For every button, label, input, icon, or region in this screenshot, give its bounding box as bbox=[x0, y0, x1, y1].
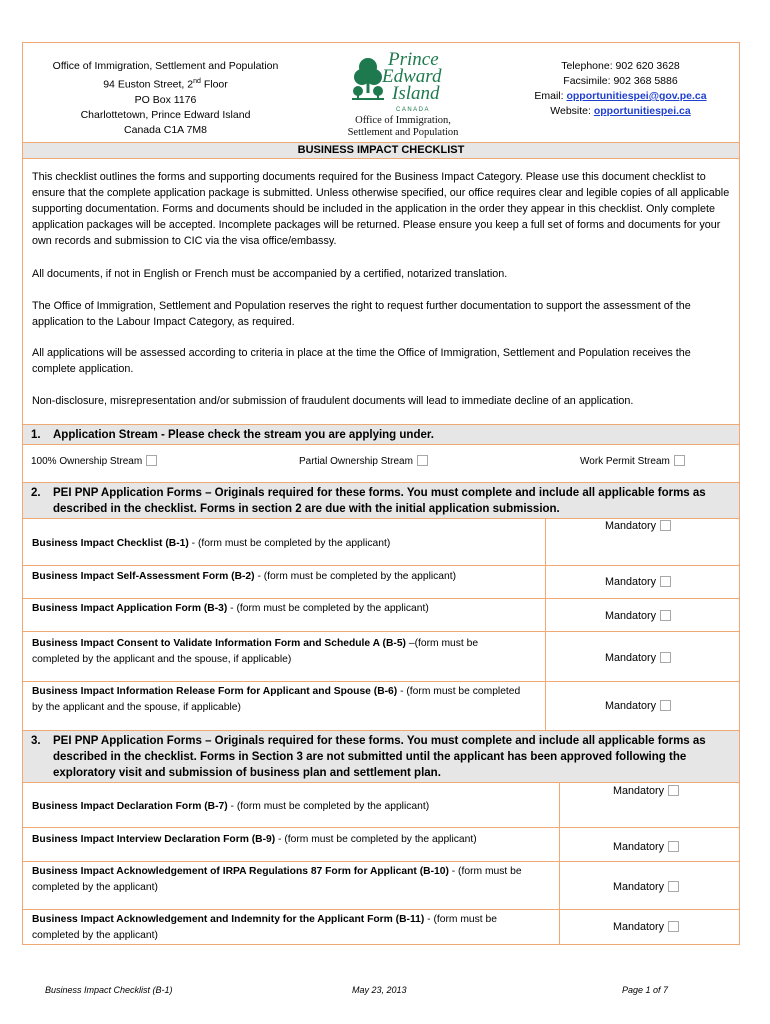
mandatory-b5[interactable]: Mandatory bbox=[605, 652, 671, 664]
mandatory-b3[interactable]: Mandatory bbox=[605, 610, 671, 622]
checklist-frame bbox=[22, 42, 740, 945]
form-item-b2: Business Impact Self-Assessment Form (B-2) - (form must be completed by the applicant) bbox=[32, 571, 457, 582]
mandatory-b11[interactable]: Mandatory bbox=[613, 921, 679, 933]
row-divider bbox=[23, 681, 739, 682]
checkbox[interactable] bbox=[668, 785, 679, 796]
checkbox[interactable] bbox=[660, 700, 671, 711]
form-item-b10: Business Impact Acknowledgement of IRPA Regulations 87 Form for Applicant (B-10) - (form must be completed by the applicant) bbox=[32, 866, 522, 893]
checkbox[interactable] bbox=[668, 841, 679, 852]
checkbox[interactable] bbox=[668, 881, 679, 892]
documentation-paragraph: The Office of Immigration, Settlement and Population reserves the right to request further documentation to support the assessment of the application to the Labour Impact Category, as required. bbox=[32, 300, 691, 328]
checkbox[interactable] bbox=[660, 652, 671, 663]
form-item-b11: Business Impact Acknowledgement and Indemnity for the Applicant Form (B-11) - (form must be completed by the applicant) bbox=[32, 914, 497, 941]
footer-date: May 23, 2013 bbox=[352, 985, 407, 995]
email-link[interactable]: opportunitiespei@gov.pe.ca bbox=[566, 90, 707, 102]
country-postal: Canada C1A 7M8 bbox=[124, 123, 207, 136]
form-item-b7: Business Impact Declaration Form (B-7) - (form must be completed by the applicant) bbox=[32, 801, 430, 812]
checkbox[interactable] bbox=[660, 520, 671, 531]
office-name: Office of Immigration, Settlement and Population bbox=[52, 60, 279, 72]
website-link[interactable]: opportunitiespei.ca bbox=[593, 105, 691, 117]
page-title: BUSINESS IMPACT CHECKLIST bbox=[23, 142, 739, 159]
contact-info bbox=[503, 59, 738, 119]
website-line: Website: opportunitiespei.ca bbox=[550, 105, 691, 117]
mandatory-b10[interactable]: Mandatory bbox=[613, 881, 679, 893]
section-1-header: 1. Application Stream - Please check the stream you are applying under. bbox=[23, 424, 739, 445]
mandatory-b1[interactable]: Mandatory bbox=[605, 520, 671, 532]
row-divider bbox=[23, 827, 739, 828]
form-item-b9: Business Impact Interview Declaration Form (B-9) - (form must be completed by the applicant) bbox=[32, 834, 477, 845]
logo-office-name: Office of Immigration, Settlement and Population bbox=[347, 115, 459, 138]
footer-page-number: Page 1 of 7 bbox=[622, 985, 669, 995]
footer-doc-name: Business Impact Checklist (B-1) bbox=[45, 985, 173, 995]
form-item-b6: Business Impact Information Release Form for Applicant and Spouse (B-6) - (form must be completed by the applicant and the spouse, if applicable) bbox=[32, 686, 521, 713]
column-divider bbox=[559, 782, 560, 944]
logo-island: Island bbox=[392, 83, 440, 104]
checkbox[interactable] bbox=[668, 921, 679, 932]
city-province: Charlottetown, Prince Edward Island bbox=[80, 108, 251, 121]
stream-option-work-permit[interactable]: Work Permit Stream bbox=[580, 455, 685, 467]
mandatory-b2[interactable]: Mandatory bbox=[605, 576, 671, 588]
checkbox[interactable] bbox=[660, 576, 671, 587]
stream-option-partial-ownership[interactable]: Partial Ownership Stream bbox=[299, 455, 428, 467]
logo-canada: CANADA bbox=[396, 107, 431, 113]
po-box: PO Box 1176 bbox=[134, 93, 197, 106]
section-2-header: 2. PEI PNP Application Forms – Originals required for these forms. You must complete and include all applicable forms as described in the checklist. Forms in section 2 are due with the initial application submission. bbox=[23, 482, 739, 519]
checkbox[interactable] bbox=[417, 455, 428, 466]
row-divider bbox=[23, 631, 739, 632]
facsimile: Facsimile: 902 368 5886 bbox=[563, 75, 678, 87]
mandatory-b6[interactable]: Mandatory bbox=[605, 700, 671, 712]
mandatory-b7[interactable]: Mandatory bbox=[613, 785, 679, 797]
tree-icon bbox=[352, 58, 384, 100]
telephone: Telephone: 902 620 3628 bbox=[561, 60, 680, 72]
form-item-b1: Business Impact Checklist (B-1) - (form must be completed by the applicant) bbox=[32, 538, 391, 549]
intro-paragraph: This checklist outlines the forms and supporting documents required for the Business Impact Category. Please use this document checklist to ensure that the complete application package is submitted. Unless otherwise specified, our office requires clear and legible copies of all applicable supporting documentation. Forms and documents should be included in the application in the order they appear in this checklist. Only complete application packages will be accepted. Incomplete packages will be returned. Please ensure you keep a full set of forms and documents for your own records and submission to CIC via the visa office/embassy. bbox=[32, 171, 730, 247]
office-address bbox=[23, 59, 308, 138]
checkbox[interactable] bbox=[660, 610, 671, 621]
assessment-paragraph: All applications will be assessed according to criteria in place at the time the Office of Immigration, Settlement and Population receives the complete application. bbox=[32, 347, 691, 375]
column-divider bbox=[545, 518, 546, 730]
street-address: 94 Euston Street, 2nd Floor bbox=[103, 78, 228, 91]
row-divider bbox=[23, 909, 739, 910]
checkbox[interactable] bbox=[146, 455, 157, 466]
checkbox[interactable] bbox=[674, 455, 685, 466]
row-divider bbox=[23, 565, 739, 566]
logo-edward: Edward bbox=[382, 66, 442, 87]
mandatory-b9[interactable]: Mandatory bbox=[613, 841, 679, 853]
logo-prince: Prince bbox=[388, 49, 439, 70]
translation-paragraph: All documents, if not in English or French must be accompanied by a certified, notarized translation. bbox=[32, 268, 508, 280]
row-divider bbox=[23, 598, 739, 599]
form-item-b3: Business Impact Application Form (B-3) - (form must be completed by the applicant) bbox=[32, 603, 429, 614]
nondisclosure-paragraph: Non-disclosure, misrepresentation and/or submission of fraudulent documents will lead to immediate decline of an application. bbox=[32, 395, 634, 407]
row-divider bbox=[23, 861, 739, 862]
email-line: Email: opportunitiespei@gov.pe.ca bbox=[534, 90, 707, 102]
section-3-header: 3. PEI PNP Application Forms – Originals required for these forms. You must complete and include all applicable forms as described in the checklist. Forms in Section 3 are not submitted until the applicant has been approved following the exploratory visit and submission of business plan and settlement plan. bbox=[23, 730, 739, 783]
stream-option-100-ownership[interactable]: 100% Ownership Stream bbox=[31, 455, 157, 467]
form-item-b5: Business Impact Consent to Validate Information Form and Schedule A (B-5) –(form must be completed by the applicant and the spouse, if applicable) bbox=[32, 638, 479, 665]
